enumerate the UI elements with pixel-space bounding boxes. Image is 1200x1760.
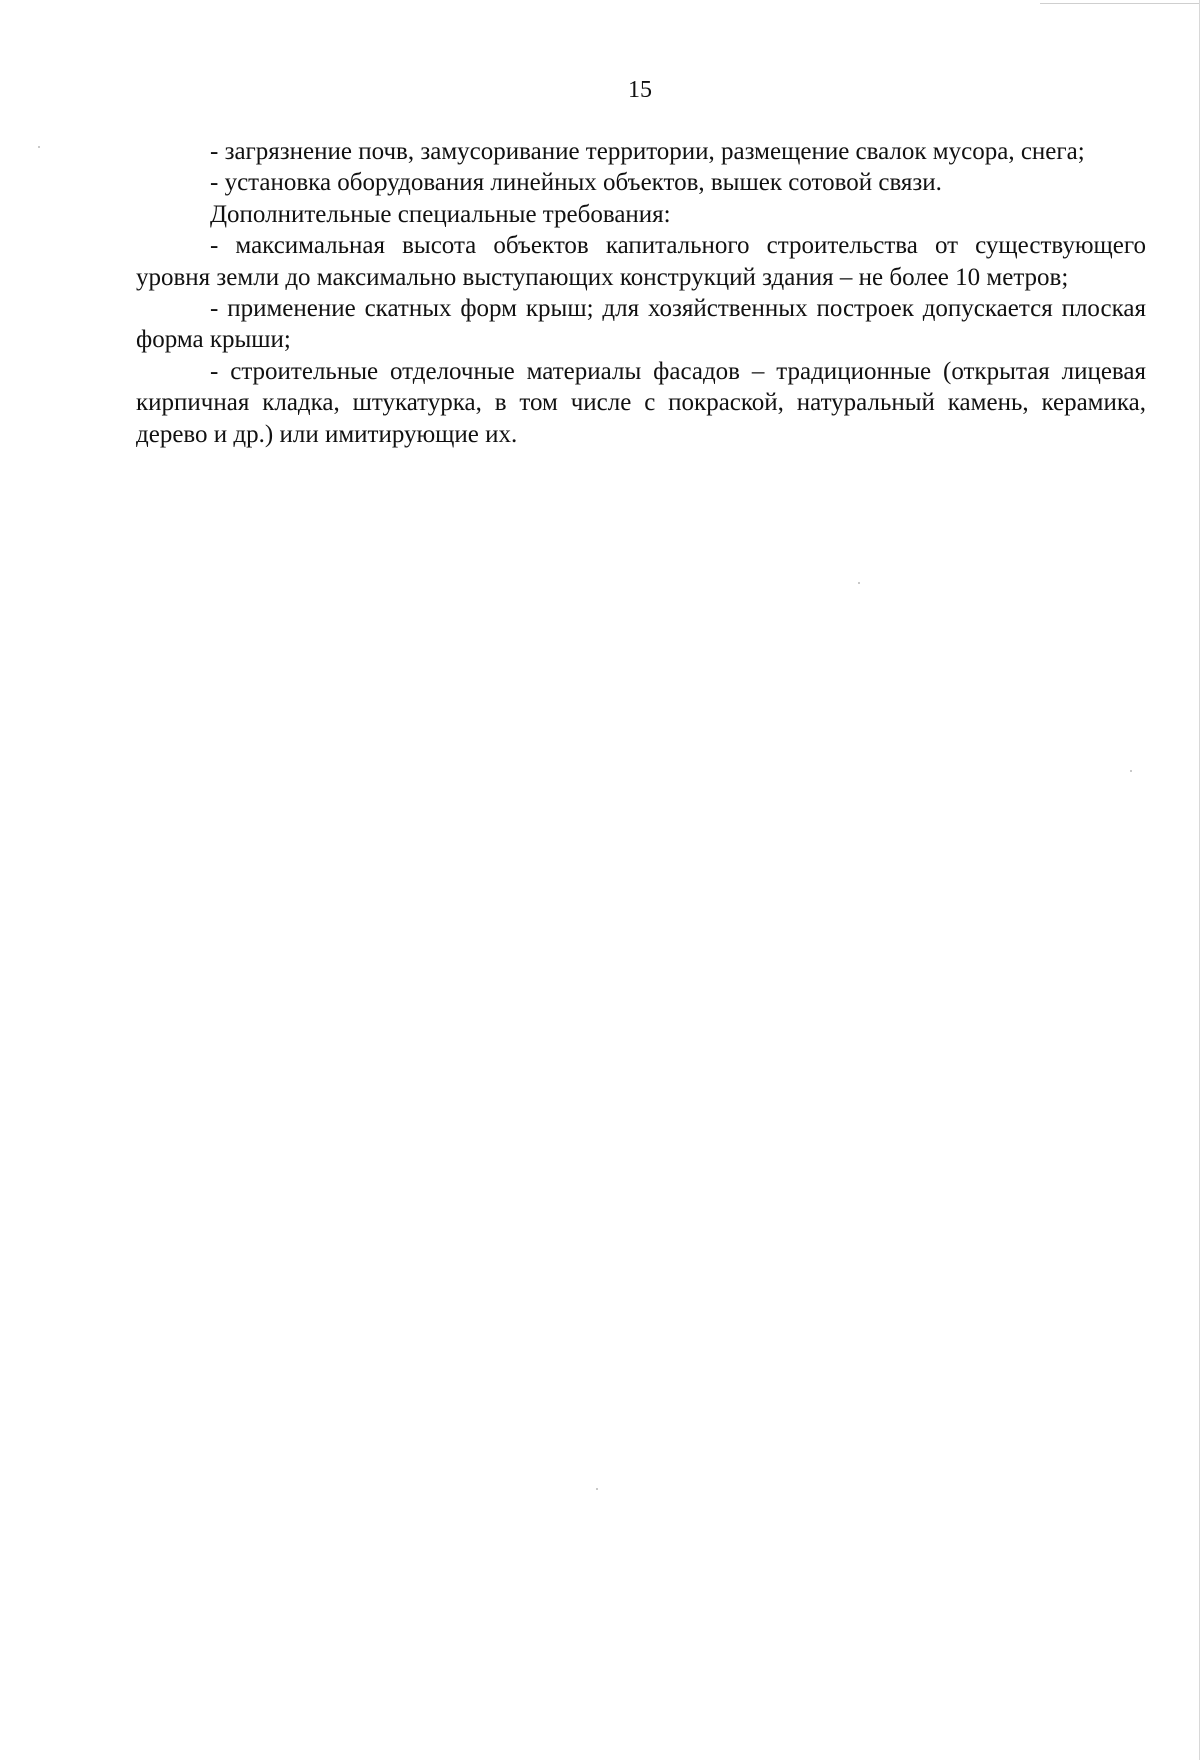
scan-speck	[596, 1488, 598, 1490]
scan-edge-top	[1040, 3, 1200, 4]
paragraph-soil-pollution: - загрязнение почв, замусоривание территории, размещение свалок мусора, снега;	[210, 138, 1085, 165]
paragraph-additional-requirements: Дополнительные специальные требования:	[210, 200, 671, 228]
document-body	[136, 136, 1146, 450]
scan-speck	[1130, 770, 1132, 772]
paragraph-equipment-installation: - установка оборудования линейных объектов, вышек сотовой связи.	[210, 169, 942, 197]
paragraph-max-height: - максимальная высота объектов капитального строительства от существующего уровня земли до максимально выступающих конструкций здания – не более 10 метров;	[136, 232, 1146, 291]
page-number: 15	[628, 77, 652, 103]
paragraph-roof-forms: - применение скатных форм крыш; для хозяйственных построек допускается плоская форма крыши;	[136, 295, 1146, 354]
scan-speck	[38, 146, 40, 148]
paragraph-facade-materials: - строительные отделочные материалы фасадов – традиционные (открытая лицевая кирпичная кладка, штукатурка, в том числе с покраской, натуральный камень, керамика, дерево и др.) или имитирующие их.	[136, 357, 1146, 448]
scan-speck	[858, 582, 860, 584]
